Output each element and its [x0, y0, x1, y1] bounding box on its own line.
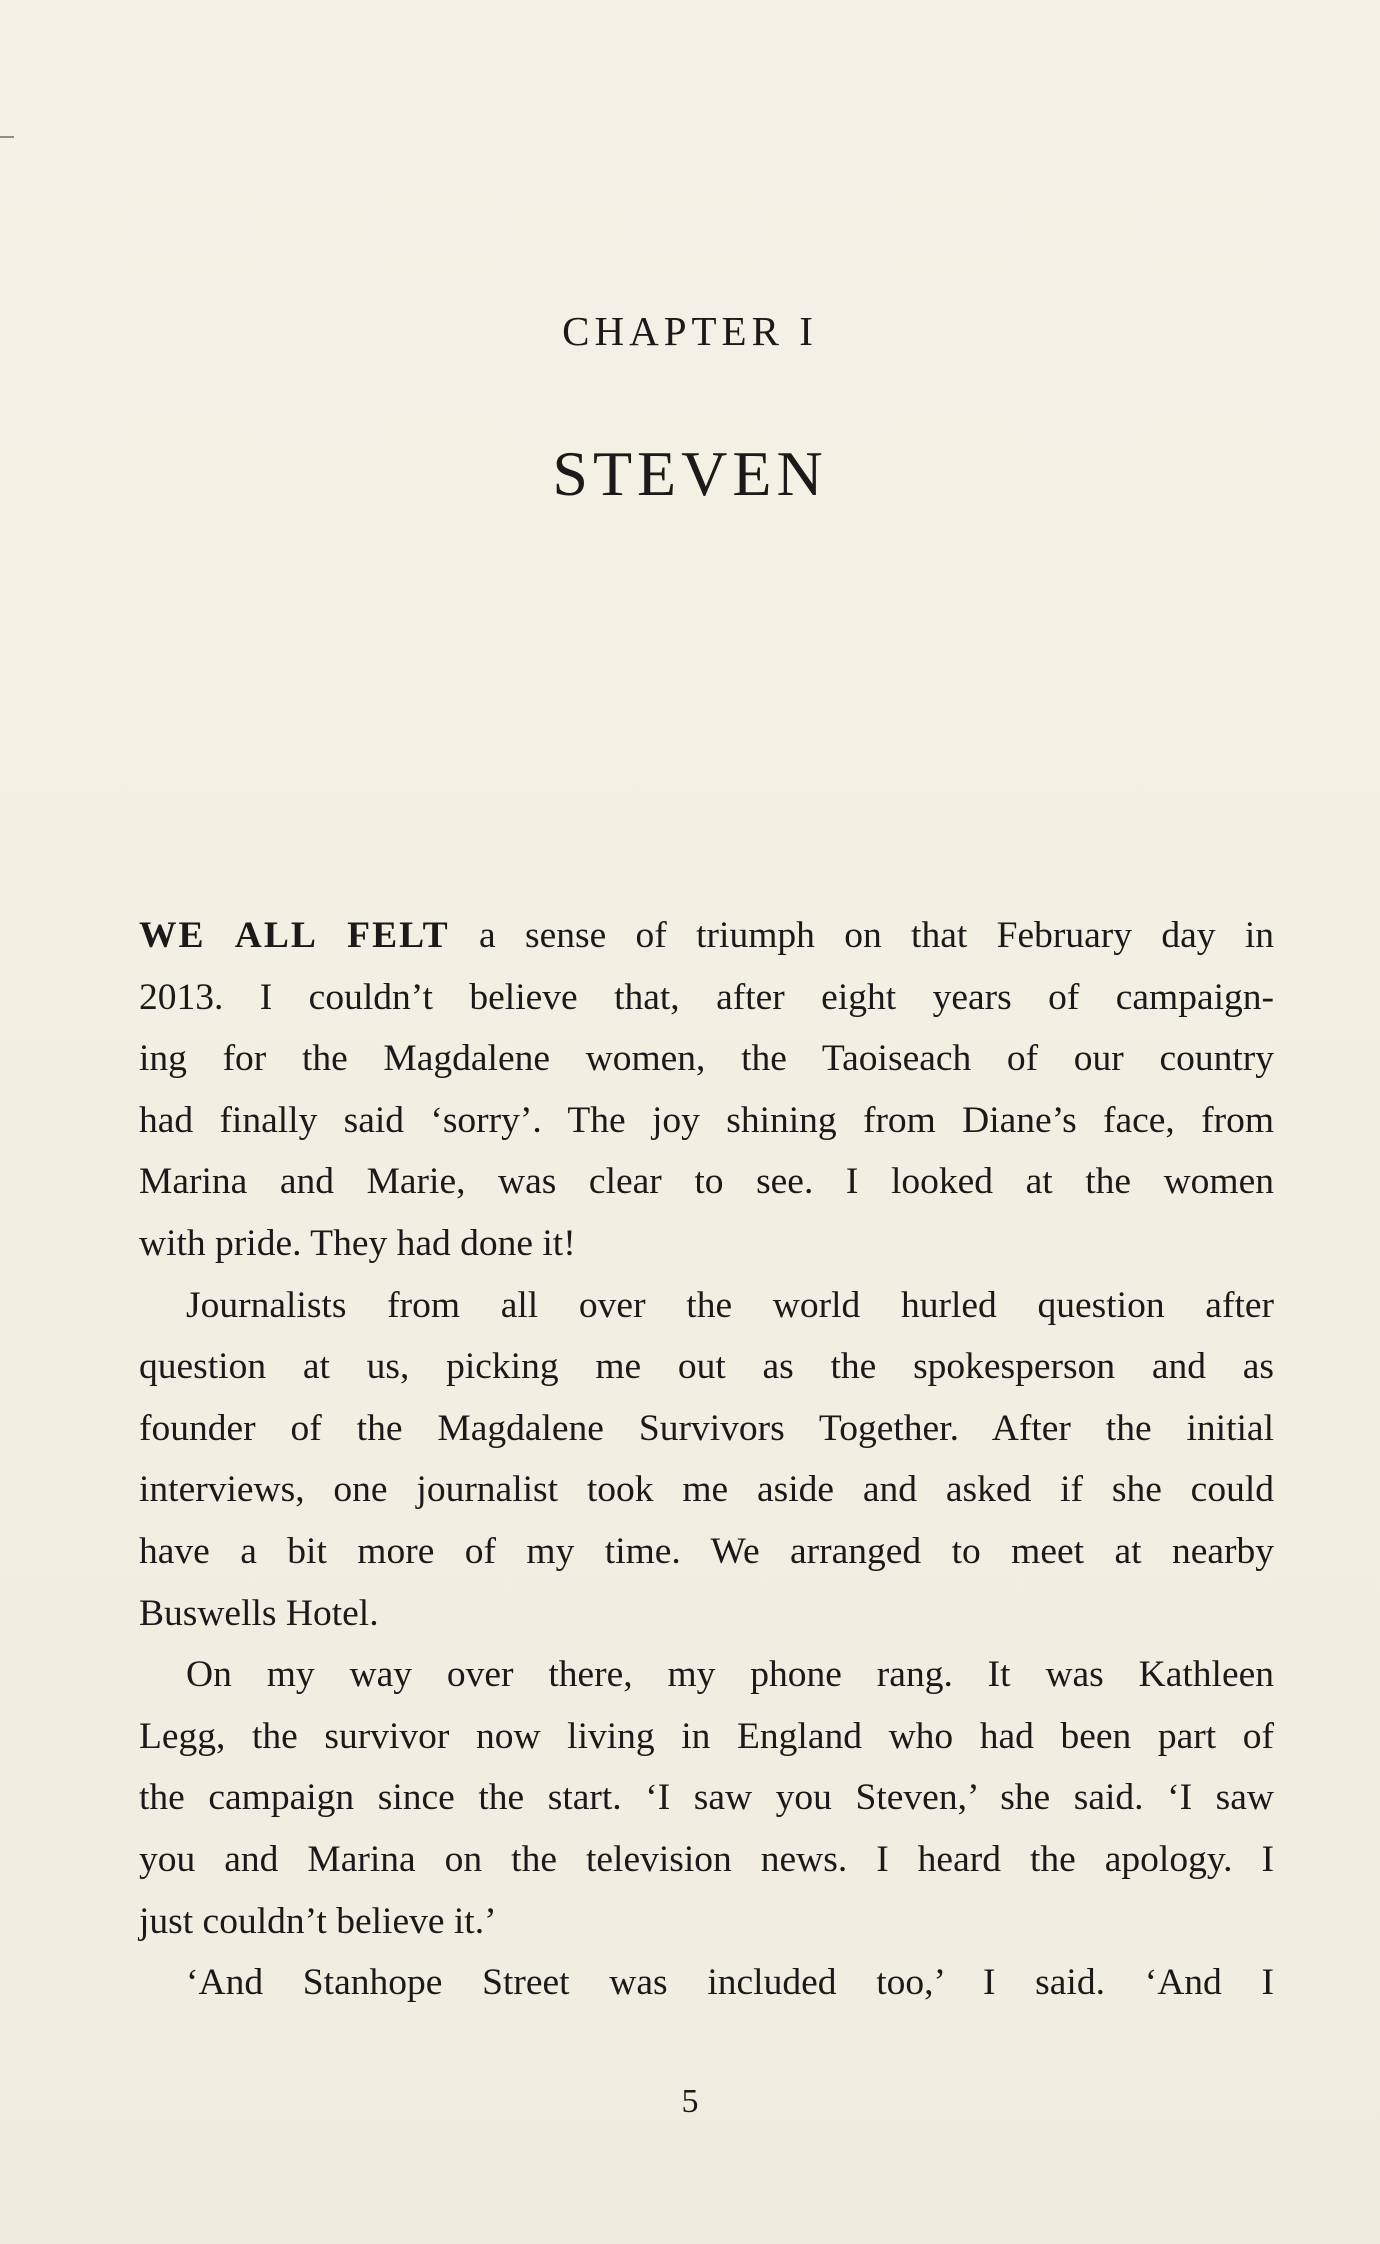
body-text: [139, 905, 1274, 2014]
text-line: you and Marina on the television news. I heard the apology. I: [139, 1838, 1274, 1880]
text-line-content: a sense of triumph on that February day in: [449, 915, 1274, 956]
text-line: 2013. I couldn’t believe that, after eight years of campaign-: [139, 976, 1274, 1018]
chapter-label: CHAPTER I: [562, 308, 818, 354]
page-edge-mark: [0, 136, 14, 138]
text-line: just couldn’t believe it.’: [139, 1900, 497, 1942]
text-line: Journalists from all over the world hurled question after: [186, 1284, 1274, 1326]
text-line: On my way over there, my phone rang. It was Kathleen: [186, 1654, 1274, 1696]
lead-in-caps: WE ALL FELT: [139, 915, 450, 956]
text-line: ‘And Stanhope Street was included too,’ I said. ‘And I: [186, 1962, 1274, 2004]
text-line: with pride. They had done it!: [139, 1222, 576, 1264]
text-line: the campaign since the start. ‘I saw you Steven,’ she said. ‘I saw: [139, 1777, 1274, 1819]
text-line: Buswells Hotel.: [139, 1592, 379, 1634]
text-line: founder of the Magdalene Survivors Together. After the initial: [139, 1407, 1274, 1449]
page-number: 5: [681, 2083, 699, 2120]
text-line: question at us, picking me out as the spokesperson and as: [139, 1346, 1274, 1388]
text-line: Legg, the survivor now living in England who had been part of: [139, 1715, 1274, 1757]
text-line: [139, 905, 1274, 967]
text-line: Marina and Marie, was clear to see. I looked at the women: [139, 1161, 1274, 1203]
text-line: have a bit more of my time. We arranged to meet at nearby: [139, 1530, 1274, 1572]
chapter-title: STEVEN: [552, 438, 828, 509]
text-line: ing for the Magdalene women, the Taoiseach of our country: [139, 1038, 1274, 1080]
text-line: interviews, one journalist took me aside and asked if she could: [139, 1469, 1274, 1511]
text-line: had finally said ‘sorry’. The joy shining from Diane’s face, from: [139, 1099, 1274, 1141]
